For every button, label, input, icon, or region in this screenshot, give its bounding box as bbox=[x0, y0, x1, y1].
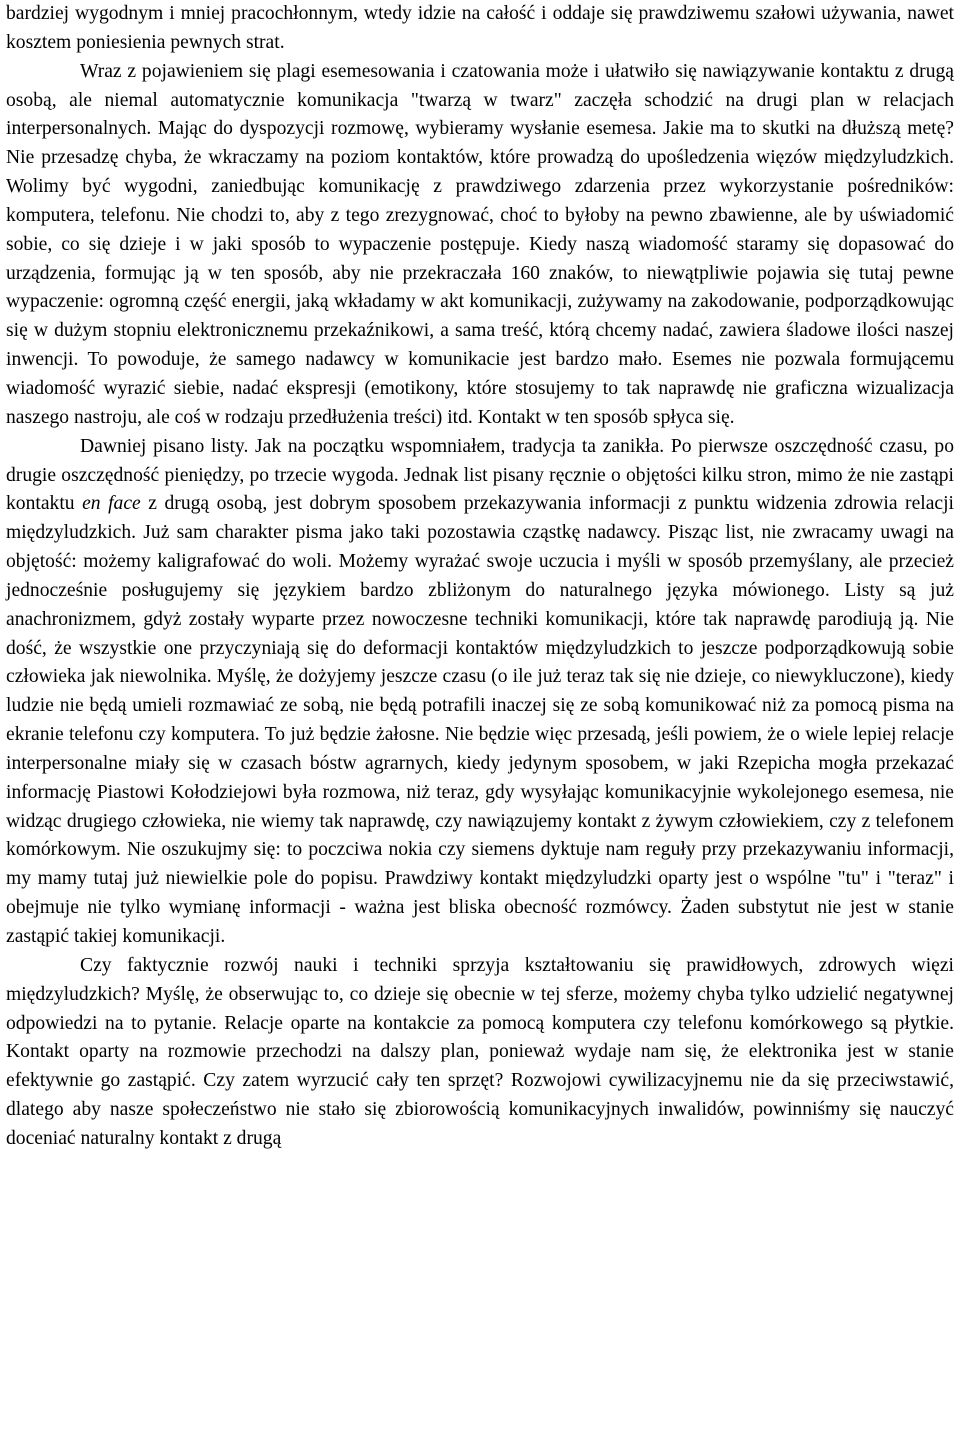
paragraph-text: z drugą osobą, jest dobrym sposobem przekazywania informacji z punktu widzenia zdrowia relacji międzyludzkich. Już sam charakter pisma jako taki pozostawia cząstkę nadawcy. Pisząc list, nie zwracamy uwagi na objętość: możemy kaligrafować do woli. Możemy wyrażać swoje uczucia i myśli w sposób przemyślany, ale przecież jednocześnie posługujemy się językiem bardzo zbliżonym do naturalnego języka mówionego. Listy są już anachronizmem, gdyż zostały wyparte przez nowoczesne techniki komunikacji, które tak naprawdę parodiują ją. Nie dość, że wszystkie one przyczyniają się do deformacji kontaktów międzyludzkich to jeszcze podporządkowują sobie człowieka jak niewolnika. Myślę, że dożyjemy jeszcze czasu (o ile już teraz tak się nie dzieje, co niewykluczone), kiedy ludzie nie będą umieli rozmawiać ze sobą, nie będą potrafili inaczej się ze sobą komunikować niż za pomocą pisma na ekranie telefonu czy komputera. To już będzie żałosne. Nie będzie więc przesadą, jeśli powiem, że o wiele lepiej relacje interpersonalne miały się w czasach bóstw agrarnych, kiedy jedynym sposobem, w jaki Rzepicha mogła przekazać informację Piastowi Kołodziejowi była rozmowa, niż teraz, gdy wysyłając komunikacyjnie wykolejonego esemesa, nie widząc drugiego człowieka, nie wiemy tak naprawdę, czy nawiązujemy kontakt z żywym człowiekiem, czy z telefonem komórkowym. Nie oszukujmy się: to poczciwa nokia czy siemens dyktuje nam reguły przy przekazywaniu informacji, my mamy tutaj już niewielkie pole do popisu. Prawdziwy kontakt międzyludzki oparty jest o wspólne "tu" i "teraz" i obejmuje nie tylko wymianę informacji - ważna jest bliska obecność rozmówcy. Żaden substytut nie jest w stanie zastąpić takiej komunikacji. bbox=[6, 493, 954, 947]
paragraph bbox=[6, 58, 954, 433]
paragraph-text: bardziej wygodnym i mniej pracochłonnym, wtedy idzie na całość i oddaje się prawdziwemu szałowi używania, nawet kosztem poniesienia pewnych strat. bbox=[6, 3, 954, 53]
paragraph-text: Wraz z pojawieniem się plagi esemesowania i czatowania może i ułatwiło się nawiązywanie kontaktu z drugą osobą, ale niemal automatycznie komunikacja "twarzą w twarz" zaczęła schodzić na drugi plan w relacjach interpersonalnych. Mając do dyspozycji rozmowę, wybieramy wysłanie esemesa. Jakie ma to skutki na dłuższą metę? Nie przesadzę chyba, że wkraczamy na poziom kontaktów, które prowadzą do upośledzenia więzów międzyludzkich. Wolimy być wygodni, zaniedbując komunikację z prawdziwego zdarzenia przez wykorzystanie pośredników: komputera, telefonu. Nie chodzi to, aby z tego zrezygnować, choć to byłoby na pewno zbawienne, ale by uświadomić sobie, co się dzieje i w jaki sposób to wypaczenie postępuje. Kiedy naszą wiadomość staramy się dopasować do urządzenia, formując ją w ten sposób, aby nie przekraczała 160 znaków, to niewątpliwie pojawia się tutaj pewne wypaczenie: ogromną część energii, jaką wkładamy w akt komunikacji, zużywamy na zakodowanie, podporządkowując się w dużym stopniu elektronicznemu przekaźnikowi, a sama treść, którą chcemy nadać, zawiera śladowe ilości naszej inwencji. To powoduje, że samego nadawcy w komunikacie jest bardzo mało. Esemes nie pozwala formującemu wiadomość wyrazić siebie, nadać ekspresji (emotikony, które stosujemy to tak naprawdę nie graficzna wizualizacja naszego nastroju, ale coś w rodzaju przedłużenia treści) itd. Kontakt w ten sposób spłyca się. bbox=[6, 60, 954, 428]
document-body bbox=[6, 0, 954, 1154]
italic-text: en face bbox=[82, 493, 141, 515]
paragraph bbox=[6, 952, 954, 1154]
paragraph-text: Czy faktycznie rozwój nauki i techniki sprzyja kształtowaniu się prawidłowych, zdrowych więzi międzyludzkich? Myślę, że obserwując to, co dzieje się obecnie w tej sferze, możemy chyba tylko udzielić negatywnej odpowiedzi na to pytanie. Relacje oparte na kontakcie za pomocą komputera czy telefonu komórkowego są płytkie. Kontakt oparty na rozmowie przechodzi na dalszy plan, ponieważ wydaje nam się, że elektronika jest w stanie efektywnie go zastąpić. Czy zatem wyrzucić cały ten sprzęt? Rozwojowi cywilizacyjnemu nie da się przeciwstawić, dlatego aby nasze społeczeństwo nie stało się zbiorowością komunikacyjnych inwalidów, powinniśmy się nauczyć doceniać naturalny kontakt z drugą bbox=[6, 954, 954, 1149]
paragraph bbox=[6, 0, 954, 58]
paragraph-text: Dawniej pisano listy. Jak na początku wspomniałem, tradycja ta zanikła. Po pierwsze oszczędność czasu, po drugie oszczędność pieniędzy, po trzecie wygoda. Jednak list pisany ręcznie o objętości kilku stron, mimo że nie zastąpi kontaktu bbox=[6, 435, 954, 515]
paragraph bbox=[6, 433, 954, 952]
